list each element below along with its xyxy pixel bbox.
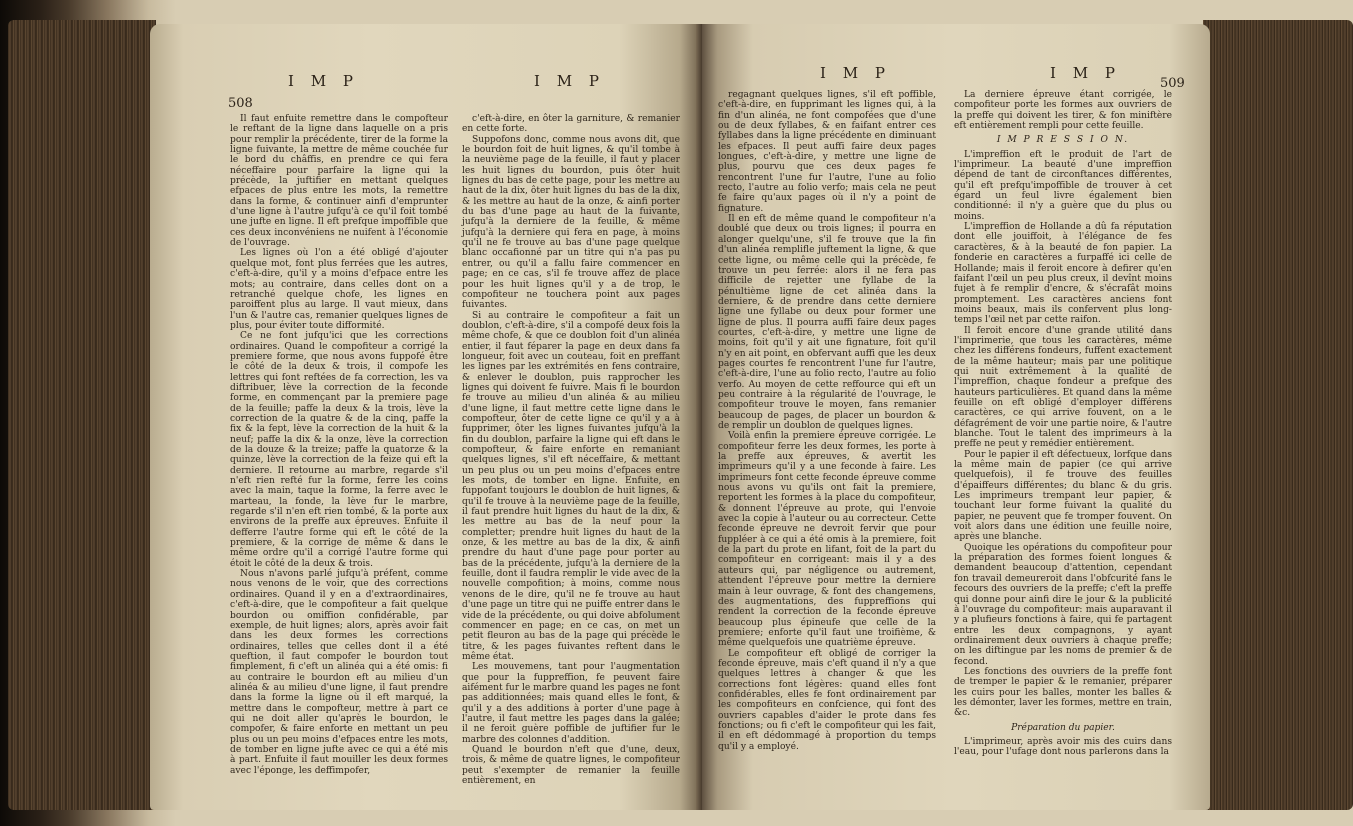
paragraph: L'imprimeur, après avoir mis des cuirs dans l'eau, pour l'ufage dont nous parlerons dans la xyxy=(954,736,1172,758)
paragraph: Suppofons donc, comme nous avons dit, que le bourdon foit de huit lignes, & qu'il tombe à la neuvième page de la feuille, il faut y placer les huit lignes du bourdon, puis ôter huit lignes du bas de cette page, pour les mettre au haut de la dix, ôter huit lignes du bas de la dix, & les mettre au haut de la onze, & ainfi porter du bas d'une page au haut de la fuivante, jufqu'à la derniere de la feuille, & même jufqu'à la derniere qui fera en page, à moins qu'il ne fe trouve au bas d'une page quelque blanc occafionné par un titre qui n'a pas pu entrer, ou qu'il a fallu faire commencer en page; en ce cas, s'il fe trouve affez de place pour les huit lignes qu'il y a de trop, le compofiteur ne touchera point aux pages fuivantes. xyxy=(462,134,680,311)
paragraph: Les lignes où l'on a été obligé d'ajouter quelque mot, font plus ferrées que les autres, c'eft-à-dire, qu'il y a moins d'efpace entre les mots; au contraire, dans celles dont on a retranché quelque chofe, les lignes en paroiffent plus au large. Il vaut mieux, dans l'un & l'autre cas, remanier quelques lignes de plus, pour éviter toute difformité. xyxy=(230,248,448,331)
paragraph: c'eft-à-dire, en ôter la garniture, & remanier en cette forte. xyxy=(462,114,680,135)
section-heading: I M P R E S S I O N. xyxy=(996,135,1130,146)
paragraph: La derniere épreuve étant corrigée, le compofiteur porte les formes aux ouvriers de la preffe qui doivent les tirer, & fon miniftère eft entièrement rempli pour cette feuille. xyxy=(954,90,1172,132)
paragraph: Si au contraire le compofiteur a fait un doublon, c'eft-à-dire, s'il a compofé deux fois la même chofe, & que ce doublon foit d'un alinéa entier, il faut féparer la page en deux dans fa longueur, foit avec un couteau, foit en preffant les lignes par les extrémités en fens contraire, & enlever le doublon, puis rapprocher les lignes qui doivent fe fuivre. Mais fi le bourdon fe trouve au milieu d'un alinéa & au milieu d'une ligne, il faut mettre cette ligne dans le compofteur, ôter de cette ligne ce qu'il y a à fupprimer, ôter les lignes fuivantes jufqu'à la fin du doublon, parfaire la ligne qui eft dans le compofteur, & faire enforte en remaniant quelques lignes, s'il eft néceffaire, & mettant un peu plus ou un peu moins d'efpaces entre les mots, de tomber en ligne. Enfuite, en fuppofant toujours le doublon de huit lignes, & qu'il fe trouve à la neuvième page de la feuille, il faut prendre huit lignes du haut de la dix, & les mettre au bas de la neuf pour la completter; prendre huit lignes du haut de la onze, & les mettre au bas de la dix, & ainfi prendre du haut d'une page pour porter au bas de la précédente, jufqu'à la derniere de la feuille, dont il faudra remplir le vide avec de la nouvelle compofition; à moins, comme nous venons de le dire, qu'il ne fe trouve au haut d'une page un titre qui ne puiffe entrer dans le vide de la précédente, ou qui doive abfolument commencer en page; en ce cas, on met un petit fleuron au bas de la page qui précède le titre, & les pages fuivantes reftent dans le même état. xyxy=(462,310,680,662)
text-column-2 xyxy=(462,114,680,786)
paragraph: Quoique les opérations du compofiteur pour la préparation des formes foient longues & demandent beaucoup d'attention, cependant fon travail demeureroit dans l'obfcurité fans le fecours des ouvriers de la preffe; c'eft la preffe qui donne pour ainfi dire le jour & la publicité à l'ouvrage du compofiteur: mais auparavant il y a plufieurs fonctions à faire, qui fe partagent entre les deux compagnons, y ayant ordinairement deux ouvriers à chaque preffe; on les diftingue par les noms de premier & de fecond. xyxy=(954,542,1172,667)
page-number: 508 xyxy=(228,96,253,111)
paragraph: L'impreffion eft le produit de l'art de l'imprimeur. La beauté d'une impreffion dépend de tant de circonftances différentes, qu'il eft prefqu'impoffible de trouver à cet égard un feul livre également bien conditionné: il n'y a guère que du plus ou moins. xyxy=(954,149,1172,222)
subsection-heading: Préparation du papier. xyxy=(1011,722,1115,733)
text-column-1 xyxy=(718,90,936,752)
paragraph: Il feroit encore d'une grande utilité dans l'imprimerie, que tous les caractères, même chez les différens fondeurs, fuffent exactement de la même hauteur; mais par une politique qui nuit extrêmement à la qualité de l'impreffion, chaque fondeur a prefque des hauteurs particulières. Et quand dans la même feuille on eft obligé d'employer différens caractères, ce qui arrive fouvent, on a le défagrément de voir une partie noire, & l'autre blanche. Tout le talent des imprimeurs à la preffe ne peut y remédier entièrement. xyxy=(954,325,1173,450)
text-column-1 xyxy=(230,114,448,776)
page-number: 509 xyxy=(1160,76,1185,91)
right-page xyxy=(702,24,1210,810)
text-column-2 xyxy=(954,90,1172,758)
running-head: I M P xyxy=(820,64,891,82)
paragraph: Les fonctions des ouvriers de la preffe font de tremper le papier & le remanier, préparer les cuirs pour les balles, monter les balles & les démonter, laver les formes, mettre en train, &c. xyxy=(954,666,1172,719)
left-page xyxy=(150,24,702,810)
paragraph: Il en eft de même quand le compofiteur n'a doublé que deux ou trois lignes; il pourra en alonger quelqu'une, s'il fe trouve que la fin d'un alinéa remplifle juftement la ligne, & que cette ligne, ou même celle qui la précède, fe trouve un peu ferrée: alors il ne fera pas difficile de rejetter une fyllabe de la pénultième ligne de cet alinéa dans la derniere, & de prendre dans cette derniere ligne une fyllabe ou deux pour former une ligne de plus. Il pourra auffi faire deux pages courtes, c'eft-à-dire, y mettre une ligne de moins, foit qu'il y ait une fignature, foit qu'il n'y en ait point, en obfervant auffi que les deux pages courtes fe rencontrent l'une fur l'autre, c'eft-à-dire, l'une au folio recto, l'autre au folio verfo. Au moyen de cette reffource qui eft un peu contraire à la régularité de l'ouvrage, le compofiteur trouve le moyen, fans remanier beaucoup de pages, de placer un bourdon & de remplir un doublon de quelques lignes. xyxy=(718,214,936,431)
paragraph: Il faut enfuite remettre dans le compofteur le reftant de la ligne dans laquelle on a pris pour remplir la précédente, tirer de la forme la ligne fuivante, la mettre de même couchée fur le bord du châffis, en prendre ce qui fera néceffaire pour parfaire la ligne qui la précède, la juftifier en mettant quelques efpaces de plus entre les mots, la remettre dans la forme, & continuer ainfi d'emprunter d'une ligne à l'autre jufqu'à ce qu'il foit tombé une jufte en ligne. Il eft prefque impoffible que ces deux inconvéniens ne nuifent à l'économie de l'ouvrage. xyxy=(230,114,448,249)
paragraph: L'impreffion de Hollande a dû fa réputation dont elle jouiffoit, à l'élégance de fes caractères, & à la beauté de fon papier. La fonderie en caractères a furpaffé ici celle de Hollande; mais il feroit encore à defirer qu'en faifant l'œil un peu plus creux, il devînt moins fujet à fe remplir d'encre, & s'écrafât moins promptement. Les caractères anciens font moins beaux, mais ils confervent plus long-temps l'œil net par cette raifon. xyxy=(954,222,1172,326)
paragraph: Ce ne font jufqu'ici que les corrections ordinaires. Quand le compofiteur a corrigé la premiere forme, que nous avons fuppofé être le côté de la deux & trois, il compofe les lettres qui font reftées de fa correction, les va diftribuer, lève la correction de la feconde forme, en commençant par la premiere page de la feuille; paffe la deux & la trois, lève la correction de la quatre & de la cinq, paffe la fix & la fept, lève la correction de la huit & la neuf; paffe la dix & la onze, lève la correction de la douze & la treize; paffe la quatorze & la quinze, lève la correction de la feize qui eft la derniere. Il retourne au marbre, regarde s'il n'eft rien refté fur la forme, ferre les coins avec la main, taque la forme, la ferre avec le marteau, la fonde, la lève fur le marbre, regarde s'il n'en eft rien tombé, & la porte aux environs de la preffe aux épreuves. Enfuite il defferre l'autre forme qui eft le côté de la premiere, & la corrige de même & dans le même ordre qu'il a corrigé l'autre forme qui étoit le côté de la deux & trois. xyxy=(230,331,448,569)
running-head: I M P xyxy=(288,72,359,90)
paragraph: Le compofiteur eft obligé de corriger la feconde épreuve, mais c'eft quand il n'y a que quelques lettres à changer & que les corrections font légères: quand elles font confidérables, elles fe font ordinairement par les compofiteurs en confcience, qui font des ouvriers capables d'aider le prote dans fes fonctions; ou fi c'eft le compofiteur qui les fait, il en eft dédommagé à proportion du temps qu'il y a employé. xyxy=(718,648,936,752)
running-head: I M P xyxy=(534,72,605,90)
paragraph: Les mouvemens, tant pour l'augmentation que pour la fuppreffion, fe peuvent faire aifément fur le marbre quand les pages ne font pas additionnées; mais quand elles le font, & qu'il y a des additions à porter d'une page à l'autre, il faut mettre les pages dans la galée; il ne feroit guère poffible de juftifier fur le marbre des colonnes d'addition. xyxy=(462,662,680,745)
page-edges-right xyxy=(1203,20,1353,810)
paragraph: Voilà enfin la premiere épreuve corrigée. Le compofiteur ferre les deux formes, les porte à la preffe aux épreuves, & avertit les imprimeurs qu'il y a une feconde à faire. Les imprimeurs font cette feconde épreuve comme nous avons vu qu'ils ont fait la premiere, reportent les formes à la place du compofiteur, & donnent l'épreuve au prote, qui l'envoie avec la copie à l'auteur ou au correcteur. Cette feconde épreuve ne devroit fervir que pour fuppléer à ce qui a été omis à la premiere, foit de la part du prote en lifant, foit de la part du compofiteur en corrigeant: mais il y a des auteurs qui, par négligence ou autrement, attendent l'épreuve pour mettre la derniere main à leur ouvrage, & font des changemens, des augmentations, des fuppreffions qui rendent la correction de la feconde épreuve beaucoup plus épineufe que celle de la premiere; enforte qu'il faut une troifième, & même quelquefois une quatrième épreuve. xyxy=(718,431,936,649)
page-edges-left xyxy=(8,20,156,810)
running-head: I M P xyxy=(1050,64,1121,82)
paragraph: Quand le bourdon n'eft que d'une, deux, trois, & même de quatre lignes, le compofiteur peut s'exempter de remanier la feuille entièrement, en xyxy=(462,744,680,786)
paragraph: Nous n'avons parlé jufqu'à préfent, comme nous venons de le voir, que des corrections ordinaires. Quand il y en a d'extraordinaires, c'eft-à-dire, que le compofiteur a fait quelque bourdon ou omiffion confidérable, par exemple, de huit lignes; alors, après avoir fait dans les deux formes les corrections ordinaires, telles que celles dont il a été queftion, il faut compofer le bourdon tout fimplement, fi c'eft un alinéa qui a été omis: fi au contraire le bourdon eft au milieu d'un alinéa & au milieu d'une ligne, il faut prendre dans la forme la ligne où il eft marqué, la mettre dans le compofteur, mettre à part ce qui ne doit aller qu'après le bourdon, le compofer, & faire enforte en mettant un peu plus ou un peu moins d'efpaces entre les mots, de tomber en ligne jufte avec ce qui a été mis à part. Enfuite il faut mouiller les deux formes avec l'éponge, les deffimpofer, xyxy=(230,569,448,776)
paragraph: Pour le papier il eft défectueux, lorfque dans la même main de papier (ce qui arrive quelquefois), il fe trouve des feuilles d'épaiffeurs différentes; du blanc & du gris. Les imprimeurs trempant leur papier, & touchant leur forme fuivant la qualité du papier, ne peuvent que fe tromper fouvent. On voit alors dans une édition une feuille noire, après une blanche. xyxy=(954,449,1172,543)
paragraph: regagnant quelques lignes, s'il eft poffible, c'eft-à-dire, en fupprimant les lignes qui, à la fin d'un alinéa, ne font compofées que d'une ou de deux fyllabes, & en faifant entrer ces fyllabes dans la ligne précédente en diminuant les efpaces. Il peut auffi faire deux pages longues, c'eft-à-dire, y mettre une ligne de plus, pourvu que ces deux pages fe rencontrent l'une fur l'autre, l'une au folio recto, l'autre au folio verfo; mais cela ne peut fe faire qu'aux pages où il n'y a point de fignature. xyxy=(718,90,936,214)
